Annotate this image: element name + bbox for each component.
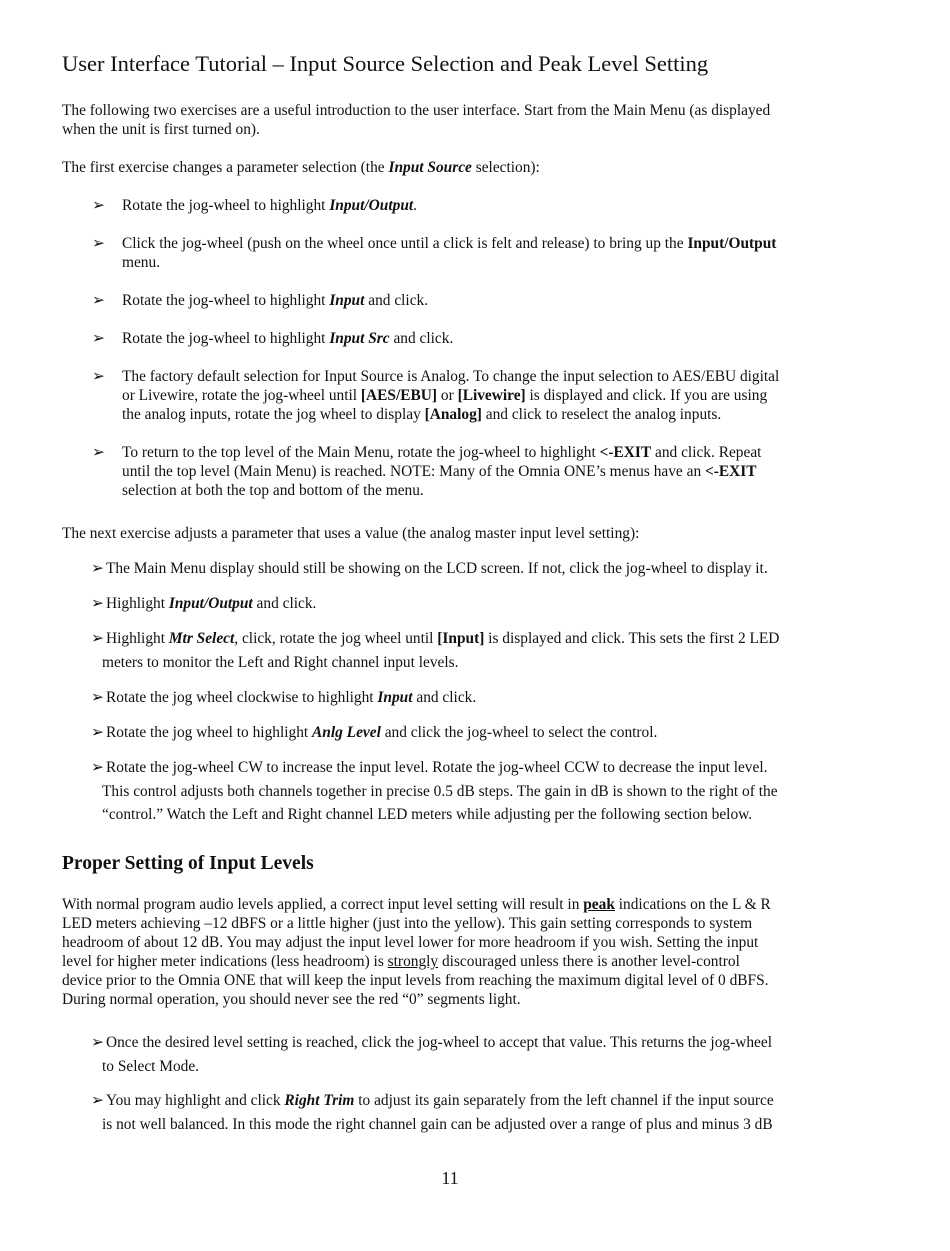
exercise2-step-3: ➢ Highlight Mtr Select, click, rotate the jog wheel until [Input] is displayed and click. This sets the first 2 LED meters to monitor the Left and Right channel input levels. [91, 627, 836, 674]
exercise2-step-1: ➢ The Main Menu display should still be showing on the LCD screen. If not, click the jog-wheel to display it. [91, 557, 836, 581]
intro-paragraph: The following two exercises are a useful introduction to the user interface. Start from the Main Menu (as displayed when the unit is first turned on). [62, 102, 771, 138]
exercise2-step-6: ➢ Rotate the jog-wheel CW to increase the input level. Rotate the jog-wheel CCW to decrease the input level. This control adjusts both channels together in precise 0.5 dB steps. The gain in dB is shown to the right of the “control.” Watch the Left and Right channel LED meters while adjusting per the following section below. [91, 756, 836, 827]
level-step-2: ➢ You may highlight and click Right Trim to adjust its gain separately from the left channel if the input source is not well balanced. In this mode the right channel gain can be adjusted over a range of plus and minus 3 dB [91, 1089, 836, 1136]
exercise1-step-1: ➢ Rotate the jog-wheel to highlight Input/Output. [92, 197, 418, 214]
section-heading: Proper Setting of Input Levels [62, 853, 314, 874]
exercise1-step-2: ➢ Click the jog-wheel (push on the wheel once until a click is felt and release) to bring up the Input/Output menu. [92, 235, 777, 271]
bullet-arrow-icon: ➢ [92, 292, 105, 309]
bullet-arrow-icon: ➢ [91, 1034, 104, 1051]
bullet-arrow-icon: ➢ [91, 724, 104, 741]
exercise1-step-5: ➢ The factory default selection for Input Source is Analog. To change the input selection to AES/EBU digital or Livewire, rotate the jog-wheel until [AES/EBU] or [Livewire] is displayed and click. If you are using the analog inputs, rotate the jog wheel to display [Analog] and click to reselect the analog inputs. [92, 368, 780, 423]
exercise2-step-5: ➢ Rotate the jog wheel to highlight Anlg Level and click the jog-wheel to select the control. [91, 721, 836, 745]
level-step-1: ➢ Once the desired level setting is reached, click the jog-wheel to accept that value. This returns the jog-wheel to Select Mode. [91, 1031, 836, 1078]
exercise1-step-6: ➢ To return to the top level of the Main Menu, rotate the jog-wheel to highlight <-EXIT and click. Repeat until the top level (Main Menu) is reached. NOTE: Many of the Omnia ONE’s menus have an <-EXIT selection at both the top and bottom of the menu. [92, 444, 762, 499]
bullet-arrow-icon: ➢ [92, 444, 105, 461]
exercise2-lead: The next exercise adjusts a parameter that uses a value (the analog master input level setting): [62, 525, 640, 542]
exercise1-lead: The first exercise changes a parameter selection (the Input Source selection): [62, 159, 540, 176]
bullet-arrow-icon: ➢ [92, 235, 105, 252]
bullet-arrow-icon: ➢ [91, 560, 104, 577]
bullet-arrow-icon: ➢ [91, 595, 104, 612]
bullet-arrow-icon: ➢ [91, 689, 104, 706]
input-levels-paragraph: With normal program audio levels applied, a correct input level setting will result in peak indications on the L & R LED meters achieving –12 dBFS or a little higher (just into the yellow). This gain setting corresponds to system headroom of about 12 dB. You may adjust the input level lower for more headroom if you wish. Setting the input level for higher meter indications (less headroom) is strongly discouraged unless there is another level-control device prior to the Omnia ONE that will keep the input levels from reaching the maximum digital level of 0 dBFS. During normal operation, you should never see the red “0” segments light. [62, 896, 771, 1008]
bullet-arrow-icon: ➢ [91, 759, 104, 776]
exercise1-step-3: ➢ Rotate the jog-wheel to highlight Input and click. [92, 292, 429, 309]
page-number: 11 [441, 1168, 459, 1188]
bullet-arrow-icon: ➢ [91, 1092, 104, 1109]
exercise2-step-2: ➢ Highlight Input/Output and click. [91, 592, 836, 616]
bullet-arrow-icon: ➢ [92, 330, 105, 347]
exercise1-step-4: ➢ Rotate the jog-wheel to highlight Input Src and click. [92, 330, 454, 347]
exercise2-step-4: ➢ Rotate the jog wheel clockwise to highlight Input and click. [91, 686, 836, 710]
page-title: User Interface Tutorial – Input Source Selection and Peak Level Setting [62, 51, 709, 76]
bullet-arrow-icon: ➢ [92, 197, 105, 214]
bullet-arrow-icon: ➢ [91, 630, 104, 647]
bullet-arrow-icon: ➢ [92, 368, 105, 385]
